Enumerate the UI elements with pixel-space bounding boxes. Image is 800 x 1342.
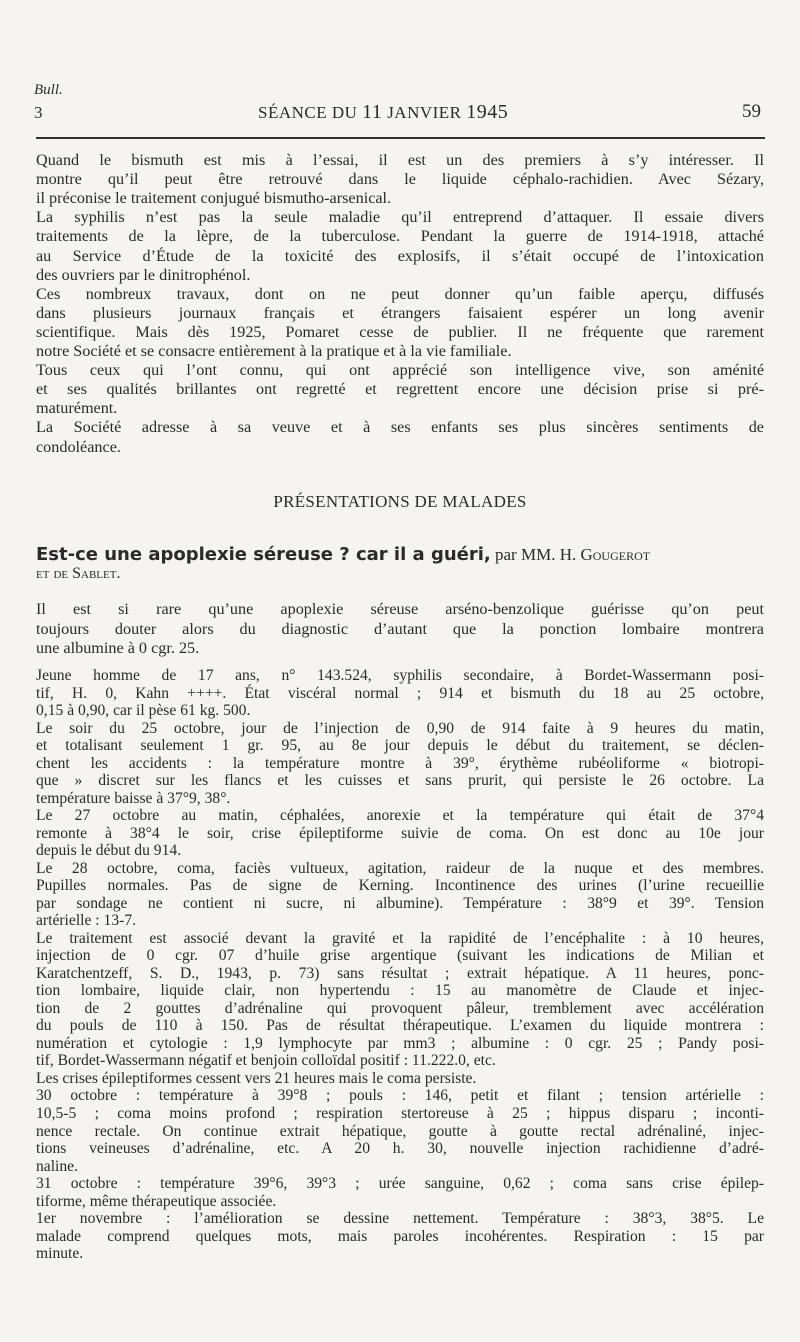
running-title	[258, 101, 508, 124]
case-line: Karatchentzeff, S. D., 1943, p. 73) sans résultat ; extrait hépatique. A 11 heures, ponc-	[36, 964, 764, 982]
obituary-line: Quand le bismuth est mis à l’essai, il est un des premiers à s’y intéresser. Il	[36, 151, 764, 169]
case-line: Le 28 octobre, coma, faciès vultueux, agitation, raideur de la nuque et des membres.	[36, 859, 764, 877]
case-line: naline.	[36, 1157, 78, 1175]
obituary-line: Ces nombreux travaux, dont on ne peut donner qu’un faible aperçu, diffusés	[36, 284, 764, 303]
authors-prefix: par MM. H.	[495, 545, 577, 564]
case-line: 30 octobre : température à 39°8 ; pouls : 146, petit et filant ; tension artérielle :	[36, 1087, 764, 1105]
case-line: 10,5-5 ; coma moins profond ; respiration stertoreuse à 25 ; hippus disparu ; inconti-	[36, 1105, 764, 1122]
case-line: tions veineuses d’adrénaline, etc. A 20 h. 30, nouvelle injection rachidienne d’adré-	[36, 1140, 764, 1158]
article-title-line	[36, 544, 764, 565]
case-line: 31 octobre : température 39°6, 39°3 ; urée sanguine, 0,62 ; coma sans crise épilep-	[36, 1175, 764, 1193]
obituary-line: Tous ceux qui l’ont connu, qui ont apprécié son intelligence vive, son aménité	[36, 361, 764, 380]
intro-line: une albumine à 0 cgr. 25.	[36, 639, 200, 657]
obituary-line: La Société adresse à sa veuve et à ses enfants ses plus sincères sentiments de	[36, 418, 764, 437]
case-line: Le soir du 25 octobre, jour de l’injection de 0,90 de 914 faite à 9 heures du matin,	[36, 719, 764, 737]
case-line: depuis le début du 914.	[36, 842, 182, 860]
obituary-line: La syphilis n’est pas la seule maladie qu’il entreprend d’attaquer. Il essaie divers	[36, 208, 764, 227]
obituary-line: traitements de la lèpre, de la tuberculose. Pendant la guerre de 1914-1918, attaché	[36, 227, 764, 246]
case-line: que » discret sur les flancs et les cuisses et sans prurit, qui persiste le 26 octobre. La	[36, 772, 764, 790]
case-line: du pouls de 110 à 150. Pas de résultat thérapeutique. L’examen du liquide montrera :	[36, 1017, 764, 1035]
intro-line: Il est si rare qu’une apoplexie séreuse arséno-benzolique guérisse qu’on peut	[36, 600, 764, 618]
author-sablet: Sablet.	[72, 565, 121, 582]
page-number: 59	[742, 101, 761, 122]
case-line: injection de 0 cgr. 07 d’huile grise argentique (suivant les indications de Milian et	[36, 947, 764, 965]
case-line: tion lombaire, liquide clair, non hypertendu : 15 au manomètre de Claude et injec-	[36, 982, 764, 1000]
obituary-line: scientifique. Mais dès 1925, Pomaret cesse de publier. Il ne fréquente que rarement	[36, 322, 764, 341]
case-line: tif, H. 0, Kahn ++++. État viscéral normal ; 914 et bismuth du 18 au 25 octobre,	[36, 684, 764, 702]
case-line: Pupilles normales. Pas de signe de Kerning. Incontinence des urines (l’urine recueillie	[36, 877, 764, 895]
case-line: artérielle : 13-7.	[36, 912, 137, 930]
case-line: numération et cytologie : 1,9 lymphocyte par mm3 ; albumine : 0 cgr. 25 ; Pandy posi-	[36, 1034, 764, 1052]
running-title-prefix: SÉANCE DU	[258, 103, 358, 122]
header-rule	[36, 137, 765, 139]
case-line: Le traitement est associé devant la gravité et la rapidité de l’encéphalite : à 10 heures,	[36, 929, 764, 947]
case-line: 1er novembre : l’amélioration se dessine nettement. Température : 38°3, 38°5. Le	[36, 1210, 764, 1228]
case-line: minute.	[36, 1245, 84, 1263]
authors-line2-prefix: et de	[36, 565, 69, 582]
author-gougerot: Gougerot	[580, 545, 651, 564]
case-line: par sondage ne contient ni sucre, ni albumine). Température : 38°9 et 39°. Tension	[36, 894, 764, 912]
obituary-line: montre qu’il peut être retrouvé dans le liquide céphalo-rachidien. Avec Sézary,	[36, 170, 764, 189]
obituary-line: au Service d’Étude de la toxicité des explosifs, il s’était occupé de l’intoxication	[36, 246, 764, 265]
case-line: température baisse à 37°9, 38°.	[36, 789, 231, 807]
intro-line: toujours douter alors du diagnostic d’autant que la ponction lombaire montrera	[36, 619, 764, 638]
case-line: tif, Bordet-Wassermann négatif et benjoin colloïdal positif : 11.222.0, etc.	[36, 1052, 496, 1070]
article-authors-line	[36, 565, 120, 583]
case-line: tion de 2 gouttes d’adrénaline qui provoquent pâleur, tremblement avec accélération	[36, 999, 764, 1017]
case-line: malade comprend quelques mots, mais paroles incohérentes. Respiration : 15 par	[36, 1227, 764, 1245]
case-line: tiforme, même thérapeutique associée.	[36, 1192, 277, 1210]
case-line: nence rectale. On continue extrait hépatique, goutte à goutte rectal adrénaliné, injec-	[36, 1122, 764, 1140]
running-title-month: JANVIER	[387, 103, 462, 122]
case-line: et totalisant seulement 1 gr. 95, au 8e jour depuis le début du traitement, se déclen-	[36, 737, 764, 755]
case-line: chent les accidents : la température montre à 39°, érythème rubéoliforme « biotropi-	[36, 754, 764, 772]
case-line: remonte à 38°4 le soir, crise épileptiforme suivie de coma. On est donc au 10e jour	[36, 824, 764, 842]
running-title-year: 1945	[466, 101, 509, 123]
obituary-line: notre Société et se consacre entièrement à la pratique et à la vie familiale.	[36, 342, 512, 360]
case-line: 0,15 à 0,90, car il pèse 61 kg. 500.	[36, 702, 251, 720]
obituary-line: des ouvriers par le dinitrophénol.	[36, 265, 251, 284]
obituary-line: dans plusieurs journaux français et étrangers faisaient espérer un long avenir	[36, 303, 764, 322]
obituary-line: maturément.	[36, 399, 118, 418]
obituary-line: condoléance.	[36, 437, 121, 456]
case-line: Les crises épileptiformes cessent vers 21 heures mais le coma persiste.	[36, 1069, 477, 1087]
obituary-line: il préconise le traitement conjugué bismutho-arsenical.	[36, 189, 392, 208]
journal-abbrev: Bull.	[34, 82, 63, 98]
obituary-line: et ses qualités brillantes ont regretté et regrettent encore une décision prise si pré-	[36, 380, 764, 399]
running-title-day: 11	[362, 101, 383, 123]
section-heading: PRÉSENTATIONS DE MALADES	[273, 492, 527, 511]
case-line: Jeune homme de 17 ans, n° 143.524, syphilis secondaire, à Bordet-Wassermann posi-	[36, 667, 764, 684]
article-title: Est-ce une apoplexie séreuse ? car il a guéri,	[36, 544, 491, 565]
volume-number: 3	[34, 103, 43, 122]
case-line: Le 27 octobre au matin, céphalées, anorexie et la température qui était de 37°4	[36, 807, 764, 825]
